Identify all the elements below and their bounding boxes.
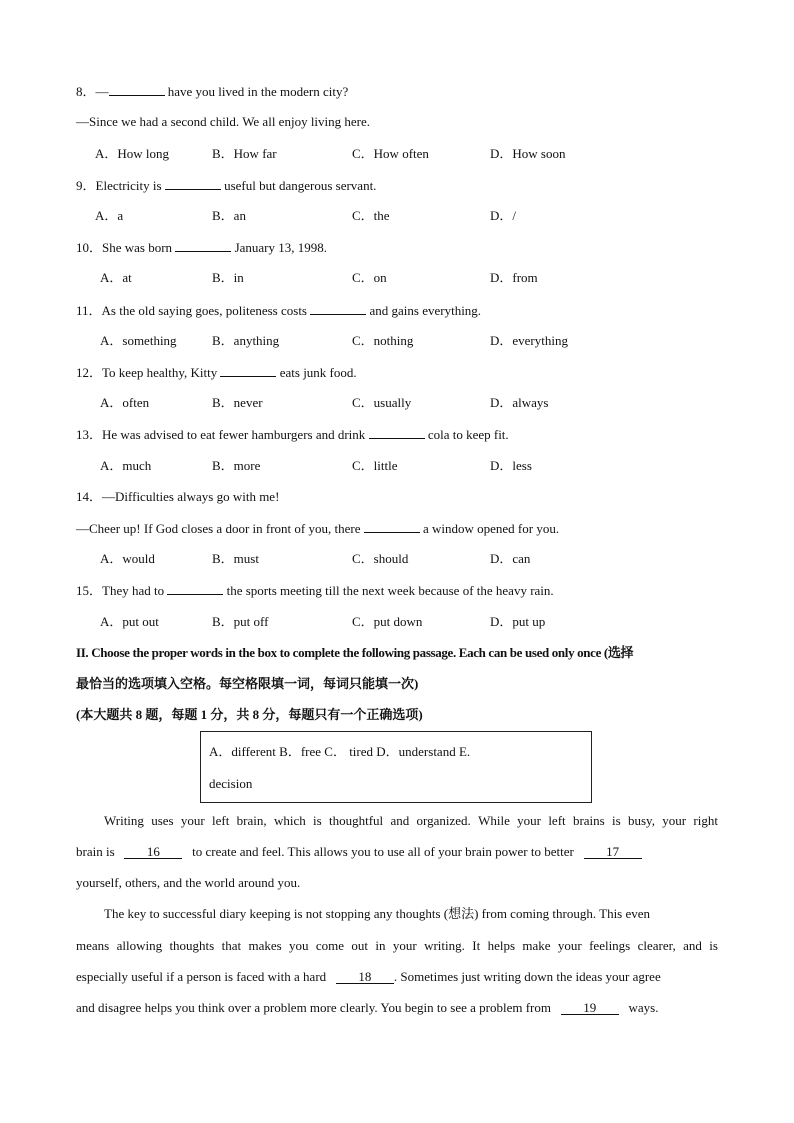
option-c[interactable]: C．the [352, 208, 390, 223]
option-b[interactable]: B．must [212, 551, 259, 566]
option-b[interactable]: B．anything [212, 333, 280, 348]
option-a[interactable]: A．much [100, 458, 152, 473]
option-c[interactable]: C．How often [352, 146, 429, 161]
passage-word: is [612, 813, 621, 828]
option-a[interactable]: A．would [100, 551, 155, 566]
passage-word: right [693, 813, 718, 828]
passage-word: your [557, 938, 582, 953]
passage-word: you [289, 938, 309, 953]
passage-p2-line4: and disagree helps you think over a problem more clearly. You begin to see a problem from 19 ways. [76, 1000, 659, 1015]
passage-word: come [315, 938, 345, 953]
blank-18[interactable]: 18 [336, 970, 394, 984]
passage-word: uses [151, 813, 174, 828]
option-b[interactable]: B．an [212, 208, 246, 223]
question-9-stem: 9．Electricity is useful but dangerous servant. [76, 178, 377, 193]
question-12-stem: 12．To keep healthy, Kitty eats junk food. [76, 365, 357, 380]
passage-word: that [221, 938, 242, 953]
passage-word: your [392, 938, 417, 953]
option-b[interactable]: B．put off [212, 614, 269, 629]
question-9-options [0, 208, 794, 224]
passage-word: out [351, 938, 369, 953]
passage-word: feelings [589, 938, 631, 953]
answer-blank[interactable] [310, 302, 366, 315]
passage-word: brain, [236, 813, 267, 828]
passage-word: clearer, [637, 938, 676, 953]
passage-word: your [517, 813, 542, 828]
answer-blank[interactable] [220, 364, 276, 377]
option-c[interactable]: C．little [352, 458, 398, 473]
option-c[interactable]: C．should [352, 551, 409, 566]
passage-word: helps [487, 938, 516, 953]
passage-word: Writing [104, 813, 144, 828]
question-10-stem: 10．She was born January 13, 1998. [76, 240, 327, 255]
passage-p1-line2: brain is 16 to create and feel. This allows you to use all of your brain power to better 17 [76, 844, 718, 860]
option-c[interactable]: C．usually [352, 395, 412, 410]
passage-word: makes [248, 938, 282, 953]
answer-blank[interactable] [175, 239, 231, 252]
answer-blank[interactable] [369, 426, 425, 439]
question-14-reply: —Cheer up! If God closes a door in front of you, there a window opened for you. [76, 521, 560, 536]
passage-word: in [375, 938, 386, 953]
option-d[interactable]: D．can [490, 551, 531, 566]
passage-word: is [709, 938, 718, 953]
option-c[interactable]: C．put down [352, 614, 423, 629]
passage-p1-line1 [104, 813, 718, 829]
option-a[interactable]: A．a [95, 208, 124, 223]
passage-word: allowing [116, 938, 163, 953]
blank-16[interactable]: 16 [124, 845, 182, 859]
passage-word: left [212, 813, 230, 828]
option-a[interactable]: A．at [100, 270, 132, 285]
word-box [200, 731, 592, 803]
option-a[interactable]: A．something [100, 333, 177, 348]
question-13-stem: 13．He was advised to eat fewer hamburgers and drink cola to keep fit. [76, 427, 509, 442]
answer-blank[interactable] [165, 177, 221, 190]
passage-word: While [478, 813, 510, 828]
question-11-options [0, 333, 794, 349]
passage-p1-line3: yourself, others, and the world around you. [76, 875, 301, 890]
option-b[interactable]: B．never [212, 395, 263, 410]
question-14-stem: 14．—Difficulties always go with me! [76, 489, 280, 504]
section-2-note: (本大题共 8 题，每题 1 分，共 8 分，每题只有一个正确选项) [76, 707, 423, 722]
passage-word: left [548, 813, 566, 828]
option-b[interactable]: B．How far [212, 146, 277, 161]
option-d[interactable]: D．from [490, 270, 538, 285]
option-b[interactable]: B．in [212, 270, 244, 285]
option-d[interactable]: D．put up [490, 614, 546, 629]
option-a[interactable]: A．put out [100, 614, 159, 629]
question-14-options [0, 551, 794, 567]
passage-word: thoughts [169, 938, 215, 953]
answer-blank[interactable] [167, 582, 223, 595]
passage-p2-line2 [76, 938, 718, 954]
section-2-title-cont: 最恰当的选项填入空格。每空格限填一词，每词只能填一次) [76, 676, 419, 691]
passage-word: means [76, 938, 110, 953]
section-2-title: II. Choose the proper words in the box to complete the following passage. Each can be used only once (选择 [76, 645, 634, 660]
option-c[interactable]: C．on [352, 270, 387, 285]
option-c[interactable]: C．nothing [352, 333, 414, 348]
passage-word: thoughtful [328, 813, 384, 828]
passage-word: your [180, 813, 205, 828]
question-10-options [0, 270, 794, 286]
word-box-options-cont: decision [209, 776, 253, 791]
option-d[interactable]: D．less [490, 458, 532, 473]
question-11-stem: 11．As the old saying goes, politeness costs and gains everything. [76, 303, 482, 318]
option-d[interactable]: D．/ [490, 208, 517, 223]
question-15-stem: 15．They had to the sports meeting till the next week because of the heavy rain. [76, 583, 554, 598]
option-d[interactable]: D．How soon [490, 146, 566, 161]
passage-word: writing. [424, 938, 465, 953]
option-b[interactable]: B．more [212, 458, 261, 473]
question-12-options [0, 395, 794, 411]
option-a[interactable]: A．often [100, 395, 150, 410]
passage-word: your [662, 813, 687, 828]
passage-word: brains [572, 813, 605, 828]
passage-p2-line1: The key to successful diary keeping is not stopping any thoughts (想法) from coming through. This even [104, 906, 651, 921]
option-a[interactable]: A．How long [95, 146, 170, 161]
passage-word: organized. [416, 813, 471, 828]
question-8-options [0, 146, 794, 162]
word-box-options: A．different B．free C． tired D．understand E. [209, 744, 471, 759]
question-13-options [0, 458, 794, 474]
passage-word: and [390, 813, 410, 828]
question-8-reply: —Since we had a second child. We all enjoy living here. [76, 114, 371, 129]
passage-word: make [522, 938, 551, 953]
passage-word: busy, [627, 813, 655, 828]
passage-word: is [313, 813, 322, 828]
question-8-stem: 8．— have you lived in the modern city? [76, 84, 349, 99]
option-d[interactable]: D．always [490, 395, 549, 410]
answer-blank[interactable] [109, 83, 165, 96]
blank-17[interactable]: 17 [584, 845, 642, 859]
answer-blank[interactable] [364, 520, 420, 533]
passage-p2-line3: especially useful if a person is faced with a hard 18 . Sometimes just writing down the ideas your agree [76, 969, 661, 984]
blank-19[interactable]: 19 [561, 1001, 619, 1015]
option-d[interactable]: D．everything [490, 333, 568, 348]
passage-word: which [273, 813, 306, 828]
passage-word: and [683, 938, 702, 953]
passage-word: It [472, 938, 481, 953]
question-15-options [0, 614, 794, 630]
